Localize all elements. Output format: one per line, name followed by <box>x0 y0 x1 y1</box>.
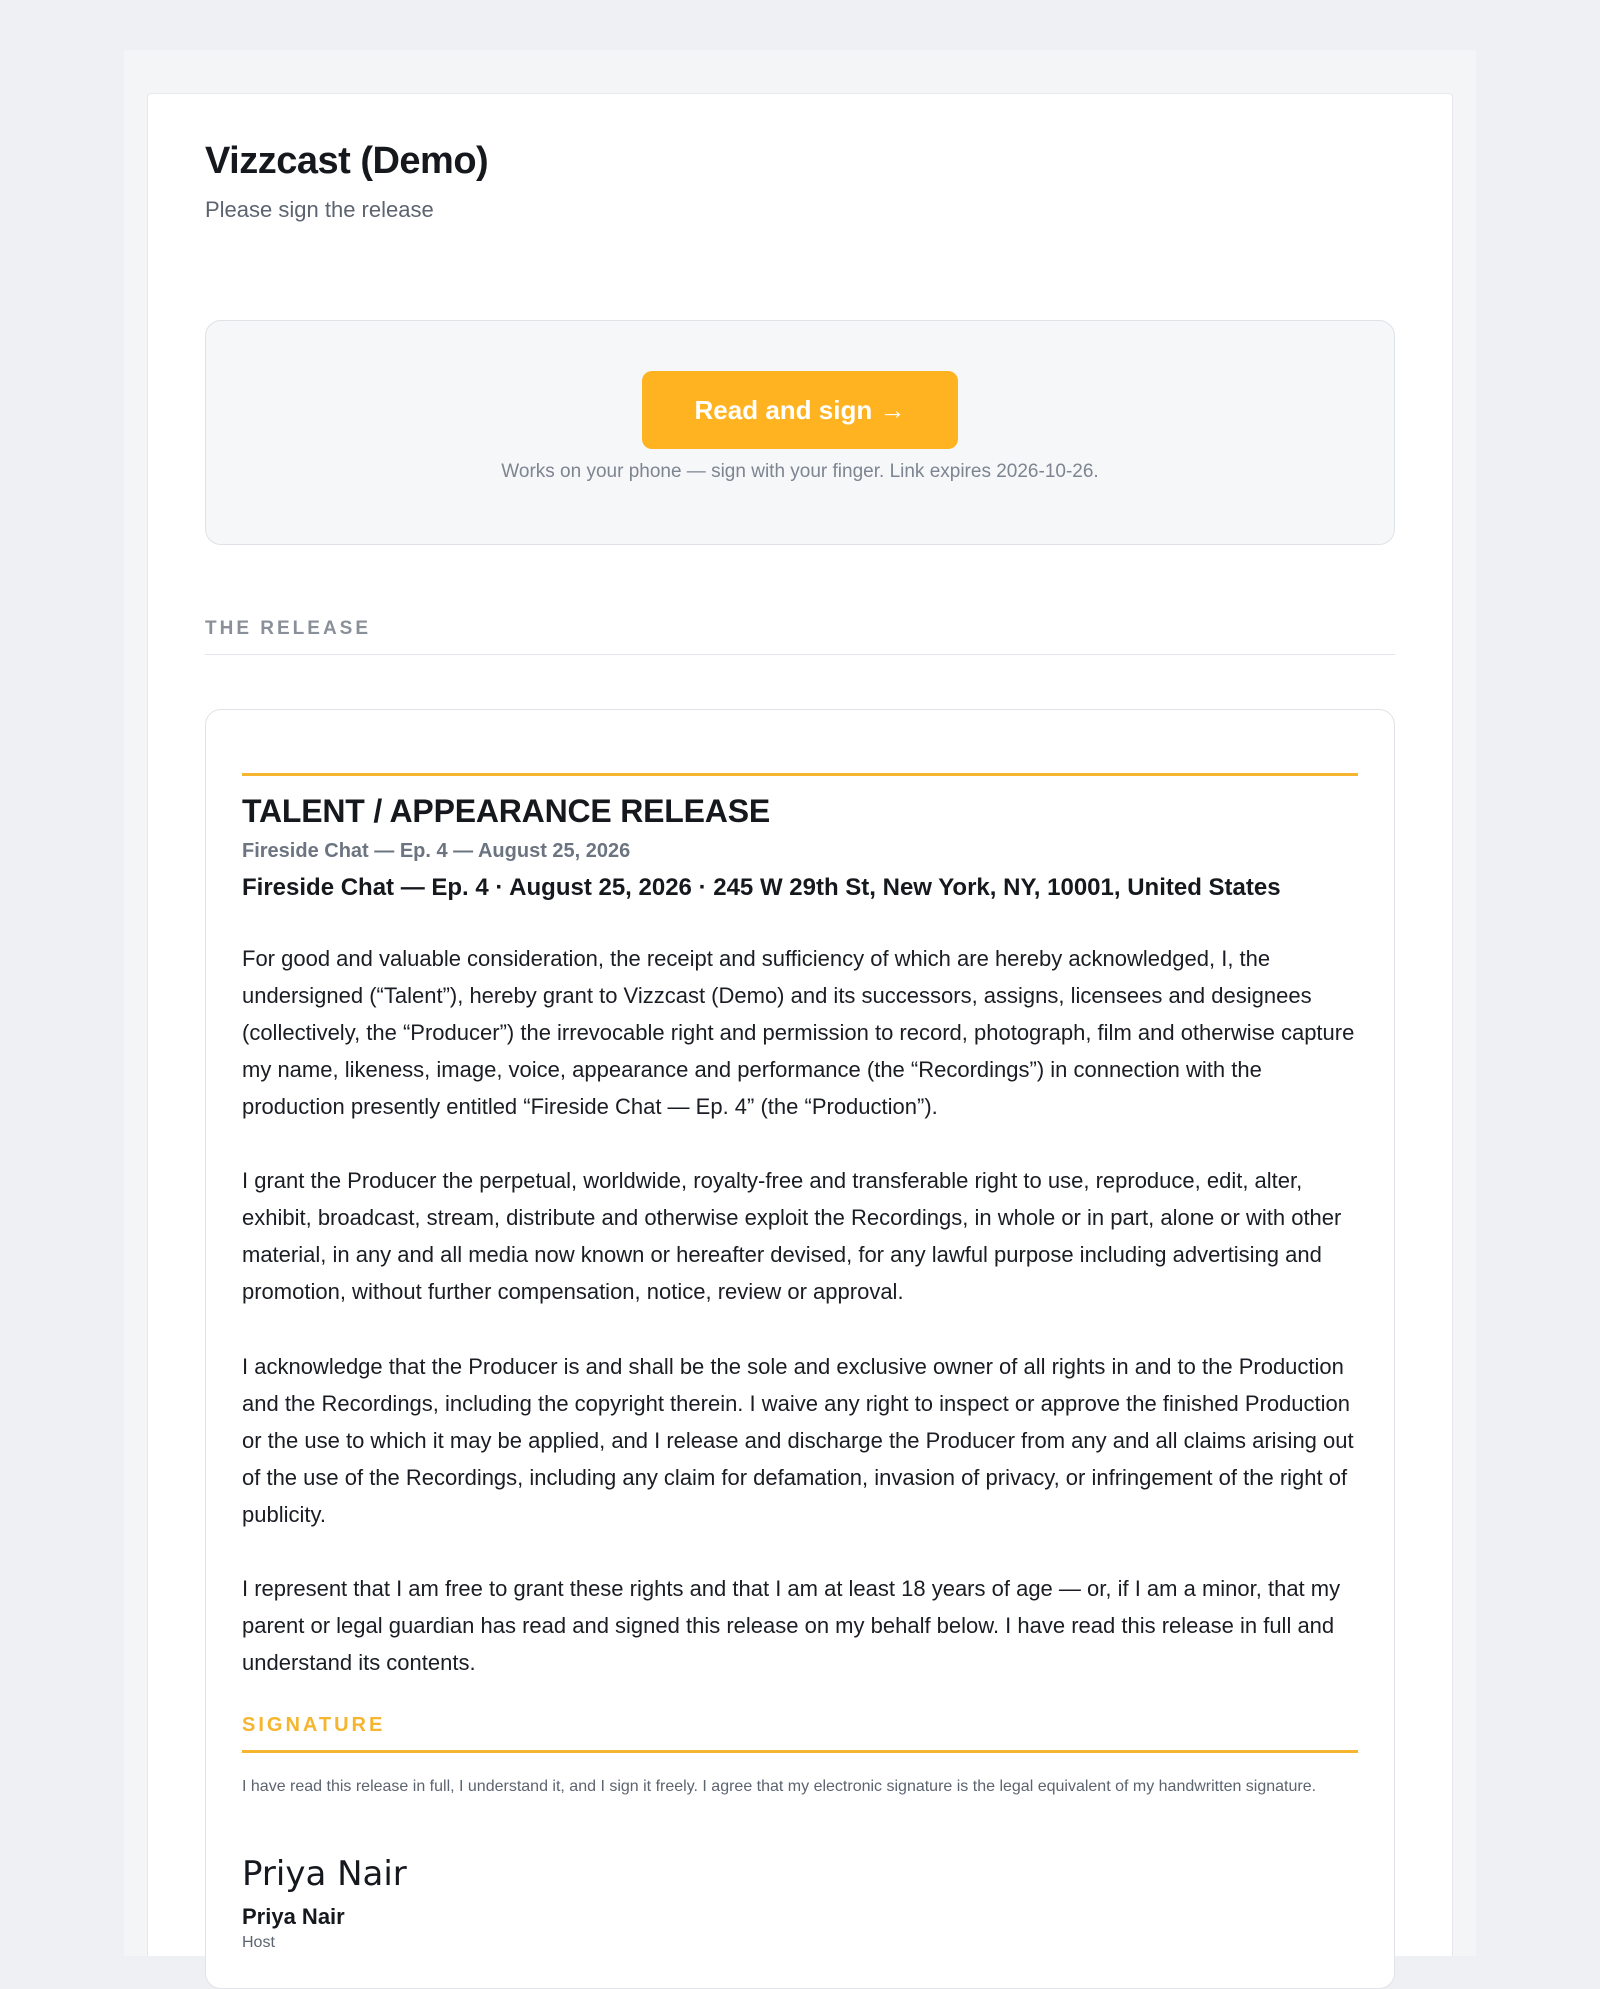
section-heading-release: THE RELEASE <box>205 618 372 639</box>
release-paragraph: I grant the Producer the perpetual, worldwide, royalty-free and transferable right to use, reproduce, edit, alter, exhibit, broadcast, stream, distribute and otherwise exploit the Recordings, in whole or in part, alone or with other material, in any and all media now known or hereafter devised, for any lawful purpose including advertising and promotion, without further compensation, notice, review or approval. <box>242 1168 1342 1304</box>
signer-role: Host <box>242 1934 275 1951</box>
signature-consent-note: I have read this release in full, I understand it, and I sign it freely. I agree that my electronic signature is the legal equivalent of my handwritten signature. <box>242 1778 1317 1795</box>
release-paragraph: I represent that I am free to grant these rights and that I am at least 18 years of age — or, if I am a minor, that my parent or legal guardian has read and signed this release on my behalf below. I have read this release in full and understand its contents. <box>242 1576 1341 1675</box>
release-paragraph: I acknowledge that the Producer is and shall be the sole and exclusive owner of all rights in and to the Production and the Recordings, including the copyright therein. I waive any right to inspect or approve the finished Production or the use to which it may be applied, and I release and discharge the Producer from any and all claims arising out of the use of the Recordings, including any claim for defamation, invasion of privacy, or infringement of the right of publicity. <box>242 1354 1354 1527</box>
page-subtitle: Please sign the release <box>205 197 434 222</box>
page-title: Vizzcast (Demo) <box>205 140 489 182</box>
signature-written-name: Priya Nair <box>242 1854 407 1894</box>
document-top-rule <box>242 773 1358 776</box>
document-meta: Fireside Chat — Ep. 4 — August 25, 2026 <box>242 840 631 862</box>
signature-heading: SIGNATURE <box>242 1714 386 1736</box>
signer-printed-name: Priya Nair <box>242 1904 345 1929</box>
cta-note: Works on your phone — sign with your finger. Link expires 2026-10-26. <box>501 461 1099 482</box>
production-line: Fireside Chat — Ep. 4 · August 25, 2026 · 245 W 29th St, New York, NY, 10001, United States <box>242 874 1281 901</box>
signature-rule <box>242 1750 1358 1753</box>
release-paragraph: For good and valuable consideration, the receipt and sufficiency of which are hereby acknowledged, I, the undersigned (“Talent”), hereby grant to Vizzcast (Demo) and its successors, assigns, licensees and designees (collectively, the “Producer”) the irrevocable right and permission to record, photograph, film and otherwise capture my name, likeness, image, voice, appearance and performance (the “Recordings”) in connection with the production presently entitled “Fireside Chat — Ep. 4” (the “Production”). <box>242 946 1355 1119</box>
read-and-sign-button[interactable]: Read and sign → <box>642 371 958 449</box>
section-divider <box>205 654 1395 655</box>
document-title: TALENT / APPEARANCE RELEASE <box>242 793 770 829</box>
